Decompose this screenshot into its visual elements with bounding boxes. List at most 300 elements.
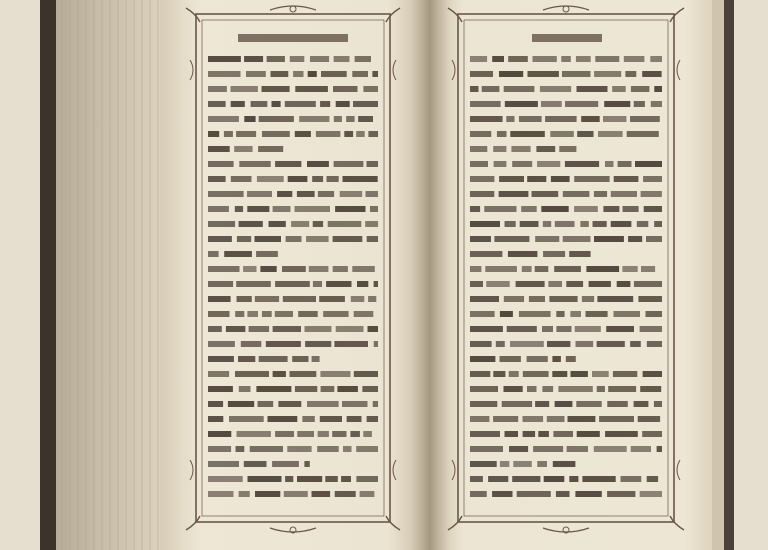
text-line-mark bbox=[208, 206, 229, 212]
text-line-mark bbox=[343, 446, 352, 452]
text-line-mark bbox=[508, 251, 538, 257]
text-line-mark bbox=[654, 86, 662, 92]
text-line-mark bbox=[613, 371, 637, 377]
text-line-mark bbox=[642, 71, 661, 77]
text-line-mark bbox=[597, 386, 605, 392]
text-line-mark bbox=[523, 416, 544, 422]
text-line-mark bbox=[505, 101, 538, 107]
text-line-mark bbox=[527, 356, 548, 362]
text-line-mark bbox=[509, 371, 519, 377]
text-line-mark bbox=[630, 116, 660, 122]
text-line-mark bbox=[357, 281, 368, 287]
text-line-mark bbox=[611, 221, 632, 227]
text-line-mark bbox=[208, 146, 230, 152]
text-line-mark bbox=[237, 296, 252, 302]
text-line-mark bbox=[647, 341, 662, 347]
text-line-mark bbox=[543, 221, 551, 227]
text-line-mark bbox=[239, 221, 263, 227]
text-line-mark bbox=[256, 251, 278, 257]
text-line-mark bbox=[621, 476, 642, 482]
text-line-mark bbox=[374, 341, 378, 347]
text-line-mark bbox=[208, 176, 226, 182]
text-line-mark bbox=[594, 446, 627, 452]
text-line-mark bbox=[344, 131, 353, 137]
text-line-mark bbox=[297, 476, 322, 482]
text-line-mark bbox=[582, 296, 594, 302]
text-line-mark bbox=[574, 176, 609, 182]
text-line-mark bbox=[287, 446, 311, 452]
text-line-mark bbox=[470, 131, 491, 137]
text-line-mark bbox=[625, 71, 636, 77]
text-line-mark bbox=[470, 191, 494, 197]
text-line-mark bbox=[640, 386, 661, 392]
text-line-mark bbox=[628, 236, 642, 242]
text-line-mark bbox=[340, 191, 363, 197]
text-line-mark bbox=[337, 386, 358, 392]
text-line-mark bbox=[291, 221, 309, 227]
text-line-mark bbox=[208, 491, 234, 497]
text-line-mark bbox=[247, 191, 272, 197]
text-line-mark bbox=[273, 326, 301, 332]
text-line-mark bbox=[556, 491, 570, 497]
text-line-mark bbox=[235, 206, 243, 212]
text-line-mark bbox=[288, 176, 308, 182]
text-line-mark bbox=[521, 206, 537, 212]
text-line-mark bbox=[358, 116, 373, 122]
text-line-mark bbox=[470, 86, 479, 92]
text-line-mark bbox=[586, 311, 608, 317]
text-line-mark bbox=[493, 371, 505, 377]
text-line-mark bbox=[239, 386, 251, 392]
text-line-mark bbox=[599, 416, 634, 422]
text-line-mark bbox=[362, 386, 378, 392]
text-line-mark bbox=[305, 326, 332, 332]
text-line-mark bbox=[234, 146, 252, 152]
text-line-mark bbox=[485, 266, 517, 272]
text-line-mark bbox=[231, 86, 258, 92]
text-line-mark bbox=[527, 386, 537, 392]
text-line-mark bbox=[499, 191, 529, 197]
text-line-mark bbox=[374, 281, 378, 287]
text-line-mark bbox=[208, 281, 233, 287]
text-line-mark bbox=[552, 356, 561, 362]
text-line-mark bbox=[319, 296, 345, 302]
text-line-mark bbox=[470, 71, 493, 77]
text-line-mark bbox=[272, 101, 281, 107]
text-line-mark bbox=[321, 71, 347, 77]
text-line-mark bbox=[542, 386, 553, 392]
text-line-mark bbox=[576, 401, 601, 407]
text-line-mark bbox=[365, 221, 378, 227]
text-line-mark bbox=[262, 311, 272, 317]
text-line-mark bbox=[512, 476, 540, 482]
text-line-mark bbox=[307, 401, 339, 407]
text-line-mark bbox=[470, 161, 488, 167]
text-line-mark bbox=[318, 431, 329, 437]
text-line-mark bbox=[470, 341, 492, 347]
text-line-mark bbox=[592, 371, 609, 377]
text-line-mark bbox=[497, 131, 507, 137]
text-line-mark bbox=[535, 266, 549, 272]
text-line-mark bbox=[275, 431, 294, 437]
text-line-mark bbox=[634, 401, 649, 407]
text-line-mark bbox=[575, 491, 601, 497]
text-line-mark bbox=[208, 371, 229, 377]
text-line-mark bbox=[607, 491, 635, 497]
text-line-mark bbox=[284, 491, 308, 497]
text-line-mark bbox=[541, 206, 568, 212]
text-line-mark bbox=[537, 461, 547, 467]
text-line-mark bbox=[508, 56, 528, 62]
text-line-mark bbox=[493, 146, 506, 152]
text-line-mark bbox=[577, 431, 600, 437]
text-line-mark bbox=[577, 131, 593, 137]
text-line-mark bbox=[295, 131, 311, 137]
text-line-mark bbox=[278, 401, 301, 407]
text-line-mark bbox=[306, 236, 329, 242]
text-line-mark bbox=[547, 416, 565, 422]
text-line-mark bbox=[608, 386, 636, 392]
text-line-mark bbox=[237, 236, 251, 242]
text-line-mark bbox=[532, 191, 559, 197]
text-line-mark bbox=[257, 176, 284, 182]
text-line-mark bbox=[643, 371, 662, 377]
text-line-mark bbox=[275, 311, 293, 317]
text-line-mark bbox=[657, 446, 662, 452]
text-line-mark bbox=[470, 146, 487, 152]
text-line-mark bbox=[273, 206, 291, 212]
text-line-mark bbox=[522, 266, 532, 272]
book-cover-left bbox=[40, 0, 58, 550]
text-line-mark bbox=[541, 101, 562, 107]
text-line-mark bbox=[262, 86, 290, 92]
text-line-mark bbox=[335, 491, 356, 497]
text-line-mark bbox=[313, 221, 323, 227]
text-line-mark bbox=[259, 356, 288, 362]
text-line-mark bbox=[604, 101, 630, 107]
text-line-mark bbox=[563, 191, 590, 197]
text-line-mark bbox=[569, 251, 590, 257]
text-line-mark bbox=[544, 476, 565, 482]
text-line-mark bbox=[567, 446, 588, 452]
text-line-mark bbox=[297, 431, 314, 437]
text-line-mark bbox=[208, 191, 244, 197]
text-line-mark bbox=[562, 71, 591, 77]
text-line-mark bbox=[504, 296, 524, 302]
text-line-mark bbox=[470, 491, 487, 497]
text-line-mark bbox=[251, 101, 268, 107]
text-line-mark bbox=[556, 311, 564, 317]
text-line-mark bbox=[273, 371, 286, 377]
text-line-mark bbox=[563, 236, 591, 242]
text-line-mark bbox=[500, 356, 521, 362]
text-line-mark bbox=[470, 461, 497, 467]
text-line-mark bbox=[208, 266, 240, 272]
text-line-mark bbox=[239, 161, 270, 167]
text-line-mark bbox=[535, 401, 549, 407]
text-line-mark bbox=[470, 371, 490, 377]
text-line-mark bbox=[482, 86, 500, 92]
text-line-mark bbox=[552, 371, 567, 377]
text-line-mark bbox=[571, 371, 588, 377]
text-line-mark bbox=[356, 131, 365, 137]
text-line-mark bbox=[640, 326, 662, 332]
text-line-mark bbox=[208, 161, 234, 167]
text-line-mark bbox=[650, 56, 662, 62]
text-line-mark bbox=[295, 86, 328, 92]
text-line-mark bbox=[647, 476, 658, 482]
text-line-mark bbox=[593, 221, 607, 227]
text-line-mark bbox=[510, 131, 545, 137]
text-line-mark bbox=[488, 476, 508, 482]
text-line-mark bbox=[565, 161, 599, 167]
text-line-mark bbox=[250, 446, 283, 452]
text-line-mark bbox=[646, 311, 663, 317]
left-page-heading-mark bbox=[238, 34, 348, 42]
text-line-mark bbox=[244, 56, 263, 62]
text-line-mark bbox=[310, 56, 329, 62]
text-line-mark bbox=[334, 56, 350, 62]
text-line-mark bbox=[566, 281, 583, 287]
text-line-mark bbox=[295, 206, 331, 212]
text-line-mark bbox=[292, 356, 308, 362]
text-line-mark bbox=[298, 311, 318, 317]
text-line-mark bbox=[334, 161, 364, 167]
text-line-mark bbox=[297, 191, 315, 197]
text-line-mark bbox=[565, 101, 598, 107]
text-line-mark bbox=[631, 86, 650, 92]
text-line-mark bbox=[470, 356, 495, 362]
text-line-mark bbox=[352, 71, 368, 77]
text-line-mark bbox=[493, 416, 518, 422]
text-line-mark bbox=[367, 416, 378, 422]
text-line-mark bbox=[580, 221, 588, 227]
text-line-mark bbox=[350, 431, 360, 437]
text-line-mark bbox=[533, 446, 563, 452]
text-line-mark bbox=[226, 326, 246, 332]
text-line-mark bbox=[623, 206, 639, 212]
text-line-mark bbox=[627, 131, 659, 137]
text-line-mark bbox=[607, 401, 628, 407]
text-line-mark bbox=[536, 146, 555, 152]
text-line-mark bbox=[302, 416, 314, 422]
text-line-mark bbox=[208, 56, 241, 62]
text-line-mark bbox=[277, 191, 292, 197]
text-line-mark bbox=[598, 131, 623, 137]
text-line-mark bbox=[651, 101, 662, 107]
text-line-mark bbox=[642, 431, 662, 437]
text-line-mark bbox=[545, 116, 577, 122]
text-line-mark bbox=[347, 416, 362, 422]
text-line-mark bbox=[631, 446, 651, 452]
text-line-mark bbox=[255, 296, 279, 302]
text-line-mark bbox=[597, 341, 625, 347]
text-line-mark bbox=[266, 341, 301, 347]
text-line-mark bbox=[262, 131, 290, 137]
text-line-mark bbox=[304, 461, 309, 467]
text-line-mark bbox=[470, 431, 500, 437]
text-line-mark bbox=[618, 161, 632, 167]
text-line-mark bbox=[654, 221, 662, 227]
text-line-mark bbox=[356, 446, 378, 452]
text-line-mark bbox=[638, 296, 662, 302]
text-line-mark bbox=[502, 401, 532, 407]
text-line-mark bbox=[325, 476, 338, 482]
text-line-mark bbox=[282, 266, 306, 272]
text-line-mark bbox=[611, 191, 637, 197]
text-line-mark bbox=[499, 176, 524, 182]
text-line-mark bbox=[568, 416, 596, 422]
text-line-mark bbox=[614, 176, 639, 182]
text-line-mark bbox=[533, 56, 557, 62]
text-line-mark bbox=[470, 326, 503, 332]
text-line-mark bbox=[268, 416, 298, 422]
text-line-mark bbox=[470, 176, 494, 182]
text-line-mark bbox=[241, 341, 261, 347]
text-line-mark bbox=[641, 266, 655, 272]
text-line-mark bbox=[354, 311, 374, 317]
text-line-mark bbox=[334, 116, 342, 122]
text-line-mark bbox=[595, 56, 619, 62]
text-line-mark bbox=[484, 206, 516, 212]
text-line-mark bbox=[208, 86, 227, 92]
text-line-mark bbox=[372, 71, 378, 77]
text-line-mark bbox=[509, 446, 528, 452]
text-line-mark bbox=[510, 341, 544, 347]
text-line-mark bbox=[309, 266, 329, 272]
text-line-mark bbox=[470, 401, 497, 407]
book-cover-right bbox=[724, 0, 734, 550]
text-line-mark bbox=[323, 311, 348, 317]
text-line-mark bbox=[258, 146, 283, 152]
text-line-mark bbox=[646, 236, 662, 242]
text-line-mark bbox=[605, 431, 638, 437]
text-line-mark bbox=[470, 281, 483, 287]
text-line-mark bbox=[236, 446, 245, 452]
text-line-mark bbox=[318, 191, 334, 197]
gutter-shadow bbox=[410, 0, 450, 550]
text-line-mark bbox=[605, 161, 614, 167]
text-line-mark bbox=[239, 491, 250, 497]
text-line-mark bbox=[258, 401, 274, 407]
text-line-mark bbox=[342, 401, 368, 407]
text-line-mark bbox=[286, 236, 302, 242]
text-line-mark bbox=[637, 221, 649, 227]
left-page bbox=[160, 0, 428, 550]
text-line-mark bbox=[236, 281, 271, 287]
text-line-mark bbox=[208, 356, 234, 362]
text-line-mark bbox=[553, 431, 573, 437]
text-line-mark bbox=[582, 476, 615, 482]
text-line-mark bbox=[285, 476, 293, 482]
text-line-mark bbox=[237, 431, 271, 437]
text-line-mark bbox=[354, 371, 378, 377]
text-line-mark bbox=[208, 416, 223, 422]
text-line-mark bbox=[547, 341, 570, 347]
text-line-mark bbox=[505, 431, 519, 437]
text-line-mark bbox=[283, 296, 316, 302]
text-line-mark bbox=[555, 401, 573, 407]
text-line-mark bbox=[320, 416, 342, 422]
text-line-mark bbox=[594, 236, 624, 242]
text-line-mark bbox=[256, 386, 291, 392]
text-line-mark bbox=[353, 101, 378, 107]
text-line-mark bbox=[368, 131, 378, 137]
text-line-mark bbox=[356, 476, 378, 482]
text-line-mark bbox=[351, 296, 365, 302]
text-line-mark bbox=[368, 326, 379, 332]
text-line-mark bbox=[470, 416, 489, 422]
text-line-mark bbox=[550, 131, 574, 137]
text-line-mark bbox=[504, 386, 523, 392]
text-line-mark bbox=[243, 266, 256, 272]
text-line-mark bbox=[594, 191, 607, 197]
text-line-mark bbox=[470, 221, 500, 227]
text-line-mark bbox=[537, 161, 560, 167]
text-line-mark bbox=[548, 281, 562, 287]
text-line-mark bbox=[516, 281, 545, 287]
text-line-mark bbox=[519, 311, 551, 317]
text-line-mark bbox=[603, 116, 626, 122]
text-line-mark bbox=[321, 386, 335, 392]
text-line-mark bbox=[317, 446, 339, 452]
text-line-mark bbox=[496, 341, 505, 347]
text-line-mark bbox=[589, 281, 611, 287]
text-line-mark bbox=[307, 161, 329, 167]
text-line-mark bbox=[224, 251, 252, 257]
text-line-mark bbox=[581, 116, 600, 122]
text-line-mark bbox=[500, 461, 509, 467]
text-line-mark bbox=[517, 491, 551, 497]
text-line-mark bbox=[617, 281, 631, 287]
text-line-mark bbox=[549, 296, 577, 302]
text-line-mark bbox=[614, 311, 641, 317]
text-line-mark bbox=[326, 281, 351, 287]
right-page bbox=[428, 0, 720, 550]
text-line-mark bbox=[492, 491, 512, 497]
text-line-mark bbox=[208, 311, 230, 317]
text-line-mark bbox=[529, 296, 545, 302]
text-line-mark bbox=[299, 116, 329, 122]
text-line-mark bbox=[312, 356, 320, 362]
text-line-mark bbox=[235, 371, 269, 377]
text-line-mark bbox=[333, 86, 358, 92]
text-line-mark bbox=[313, 281, 322, 287]
text-line-mark bbox=[355, 56, 371, 62]
text-line-mark bbox=[540, 86, 571, 92]
text-line-mark bbox=[208, 101, 226, 107]
text-line-mark bbox=[553, 461, 576, 467]
text-line-mark bbox=[208, 131, 219, 137]
text-line-mark bbox=[542, 326, 553, 332]
text-line-mark bbox=[360, 491, 375, 497]
text-line-mark bbox=[334, 341, 368, 347]
text-line-mark bbox=[208, 431, 231, 437]
text-line-mark bbox=[333, 236, 363, 242]
text-line-mark bbox=[612, 86, 626, 92]
text-line-mark bbox=[336, 326, 364, 332]
text-line-mark bbox=[352, 266, 375, 272]
text-line-mark bbox=[570, 311, 581, 317]
text-line-mark bbox=[635, 161, 662, 167]
text-line-mark bbox=[363, 431, 372, 437]
text-line-mark bbox=[527, 176, 546, 182]
text-line-mark bbox=[494, 236, 529, 242]
text-line-mark bbox=[569, 476, 578, 482]
text-line-mark bbox=[312, 491, 331, 497]
text-line-mark bbox=[290, 371, 317, 377]
text-line-mark bbox=[366, 191, 379, 197]
